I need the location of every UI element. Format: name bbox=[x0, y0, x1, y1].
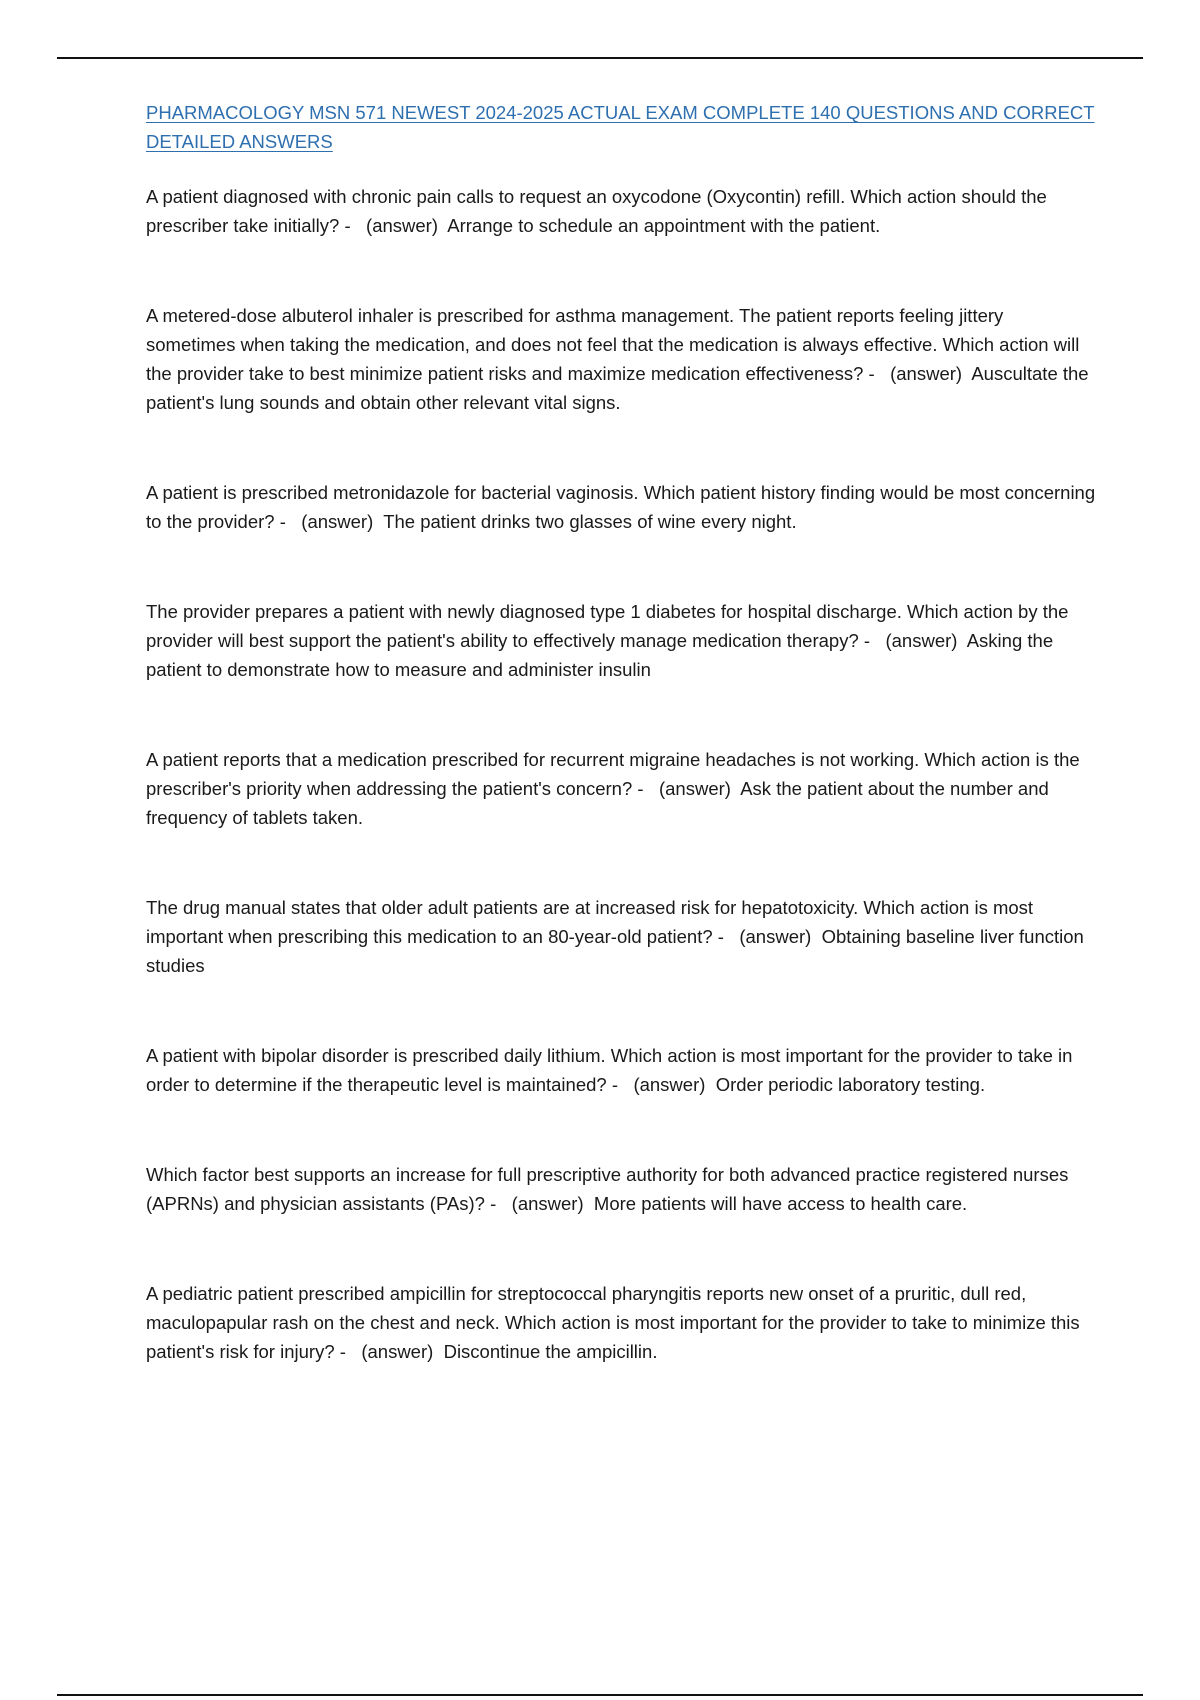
document-title-link[interactable]: PHARMACOLOGY MSN 571 NEWEST 2024-2025 ACTUAL EXAM COMPLETE 140 QUESTIONS AND CORRECT DETAILED ANSWERS bbox=[146, 102, 1095, 152]
answer-text: Obtaining baseline liver function studies bbox=[146, 926, 1084, 976]
answer-text: Auscultate the patient's lung sounds and obtain other relevant vital signs. bbox=[146, 363, 1089, 413]
question-text: The provider prepares a patient with newly diagnosed type 1 diabetes for hospital discharge. Which action by the provider will best support the patient's ability to effectively manage medication therapy? - bbox=[146, 601, 1069, 651]
qa-item bbox=[146, 1160, 1096, 1218]
answer-marker: (answer) bbox=[885, 630, 958, 651]
answer-text: Order periodic laboratory testing. bbox=[715, 1074, 986, 1095]
answer-text: Ask the patient about the number and frequency of tablets taken. bbox=[146, 778, 1049, 828]
answer-marker: (answer) bbox=[633, 1074, 706, 1095]
question-text: A patient with bipolar disorder is prescribed daily lithium. Which action is most important for the provider to take in order to determine if the therapeutic level is maintained? - bbox=[146, 1045, 1073, 1095]
answer-text: More patients will have access to health care. bbox=[593, 1193, 968, 1214]
answer-marker: (answer) bbox=[658, 778, 731, 799]
answer-text: The patient drinks two glasses of wine every night. bbox=[383, 511, 797, 532]
qa-item bbox=[146, 1041, 1096, 1099]
question-text: A patient diagnosed with chronic pain calls to request an oxycodone (Oxycontin) refill. Which action should the prescriber take initially? - bbox=[146, 186, 1047, 236]
answer-marker: (answer) bbox=[739, 926, 812, 947]
qa-item bbox=[146, 301, 1096, 417]
qa-item bbox=[146, 893, 1096, 980]
qa-item bbox=[146, 745, 1096, 832]
answer-text: Asking the patient to demonstrate how to measure and administer insulin bbox=[146, 630, 1054, 680]
question-text: A patient reports that a medication prescribed for recurrent migraine headaches is not working. Which action is the prescriber's priority when addressing the patient's concern? - bbox=[146, 749, 1080, 799]
qa-item bbox=[146, 597, 1096, 684]
qa-item bbox=[146, 1279, 1096, 1366]
qa-item bbox=[146, 182, 1096, 240]
question-text: A metered-dose albuterol inhaler is prescribed for asthma management. The patient reports feeling jittery sometimes when taking the medication, and does not feel that the medication is always effective. Which action will the provider take to best minimize patient risks and maximize medication effectiveness? - bbox=[146, 305, 1080, 384]
question-text: Which factor best supports an increase for full prescriptive authority for both advanced practice registered nurses (APRNs) and physician assistants (PAs)? - bbox=[146, 1164, 1069, 1214]
question-text: A patient is prescribed metronidazole for bacterial vaginosis. Which patient history finding would be most concerning to the provider? - bbox=[146, 482, 1096, 532]
answer-text: Discontinue the ampicillin. bbox=[443, 1341, 658, 1362]
answer-marker: (answer) bbox=[366, 215, 438, 236]
document-body bbox=[146, 98, 1096, 1427]
top-rule bbox=[57, 57, 1143, 59]
answer-text: Arrange to schedule an appointment with the patient. bbox=[447, 215, 881, 236]
answer-marker: (answer) bbox=[361, 1341, 434, 1362]
qa-item bbox=[146, 478, 1096, 536]
answer-marker: (answer) bbox=[511, 1193, 584, 1214]
answer-marker: (answer) bbox=[301, 511, 374, 532]
question-text: A pediatric patient prescribed ampicillin for streptococcal pharyngitis reports new onset of a pruritic, dull red, maculopapular rash on the chest and neck. Which action is most important for the provider to take to minimize this patient's risk for injury? - bbox=[146, 1283, 1080, 1362]
qa-list bbox=[146, 182, 1096, 1366]
bottom-rule bbox=[57, 1694, 1143, 1696]
question-text: The drug manual states that older adult patients are at increased risk for hepatotoxicity. Which action is most important when prescribing this medication to an 80-year-old patient? - bbox=[146, 897, 1034, 947]
answer-marker: (answer) bbox=[890, 363, 963, 384]
